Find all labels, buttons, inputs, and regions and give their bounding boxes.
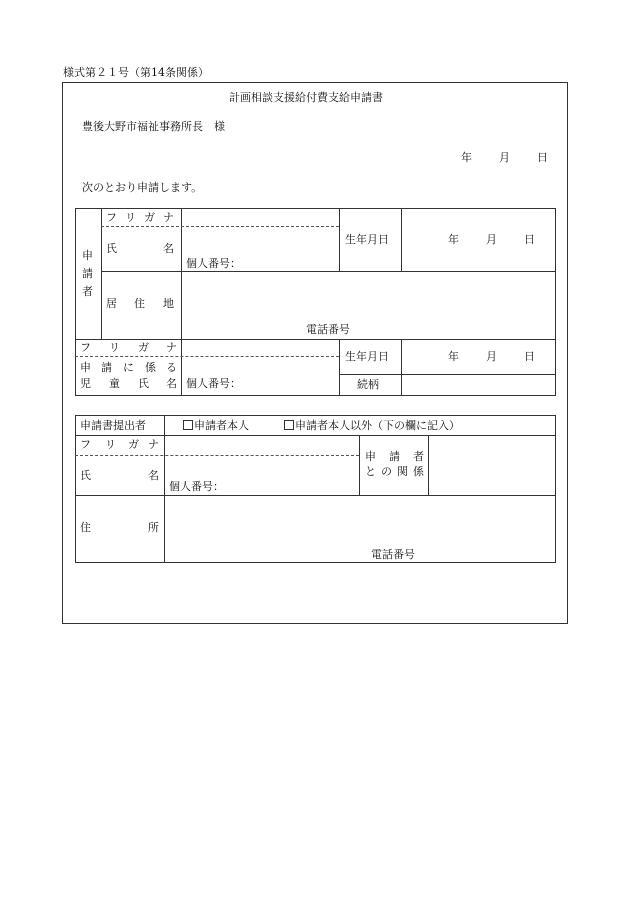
submitter-address-2: 所 [148, 521, 159, 534]
child-label-2-2: 童 [109, 377, 120, 390]
child-birthdate-label: 生年月日 [345, 350, 389, 363]
submitter-label: 申請書提出者 [80, 419, 146, 432]
child-label-1-1: 申 [80, 361, 91, 374]
option-self-label: 申請者本人 [194, 419, 249, 432]
child-birth-year: 年 [448, 350, 459, 363]
applicant-birthdate-label: 生年月日 [345, 233, 389, 246]
applicant-label-1: 申 [82, 249, 93, 262]
child-label-2-4: 名 [166, 377, 177, 390]
child-label-1-3: に [123, 361, 134, 374]
submitter-address-1: 住 [80, 521, 91, 534]
date-month-label: 月 [499, 151, 510, 164]
submitter-furigana-3: ガ [128, 438, 139, 451]
applicant-birth-day: 日 [524, 233, 535, 246]
relation-line1-1: 申 [365, 450, 376, 463]
form-title: 計画相談支援給付費支給申請書 [229, 91, 383, 104]
applicant-birth-month: 月 [486, 233, 497, 246]
child-birth-month: 月 [486, 350, 497, 363]
applicant-address-1: 居 [106, 297, 117, 310]
child-furigana-3: ガ [138, 341, 149, 354]
applicant-furigana-1: フ [106, 211, 117, 224]
child-furigana-4: ナ [166, 341, 177, 354]
child-relation-label: 続柄 [357, 378, 379, 391]
applicant-personal-number: 個人番号： [186, 257, 241, 270]
applicant-label-3: 者 [82, 285, 93, 298]
applicant-label-2: 請 [82, 267, 93, 280]
child-furigana-2: リ [109, 341, 120, 354]
child-birth-day: 日 [524, 350, 535, 363]
submitter-phone-label: 電話番号 [371, 548, 415, 561]
child-personal-number: 個人番号： [186, 377, 241, 390]
relation-line1-2: 請 [389, 450, 400, 463]
relation-line2-2: の [381, 465, 392, 478]
relation-line2-1: と [365, 465, 376, 478]
applicant-address-2: 住 [134, 297, 145, 310]
child-label-1-2: 請 [101, 361, 112, 374]
relation-line2-3: 関 [397, 465, 408, 478]
submitter-option-self[interactable] [183, 420, 249, 431]
date-year-label: 年 [461, 151, 472, 164]
submitter-furigana-2: リ [105, 438, 116, 451]
applicant-birth-year: 年 [448, 233, 459, 246]
applicant-furigana-4: ナ [163, 211, 174, 224]
applicant-furigana-2: リ [125, 211, 136, 224]
child-label-2-1: 児 [80, 377, 91, 390]
checkbox-other[interactable] [284, 420, 294, 430]
relation-line1-3: 者 [413, 450, 424, 463]
submitter-furigana-4: ナ [148, 438, 159, 451]
option-other-label: 申請者本人以外（下の欄に記入） [295, 419, 460, 432]
child-label-2-3: 氏 [138, 377, 149, 390]
child-label-1-4: 係 [145, 361, 156, 374]
child-furigana-1: フ [80, 341, 91, 354]
relation-line2-4: 係 [413, 465, 424, 478]
form-number: 様式第２１号（第14条関係） [63, 66, 209, 79]
date-day-label: 日 [537, 151, 548, 164]
submitter-furigana-1: フ [80, 438, 91, 451]
applicant-name-1: 氏 [106, 242, 117, 255]
checkbox-self[interactable] [183, 420, 193, 430]
submitter-name-1: 氏 [80, 469, 91, 482]
submitter-name-2: 名 [148, 469, 159, 482]
child-label-1-5: る [166, 361, 177, 374]
applicant-furigana-3: ガ [144, 211, 155, 224]
applicant-phone-label: 電話番号 [306, 323, 350, 336]
submitter-personal-number: 個人番号： [169, 480, 224, 493]
submitter-option-other[interactable] [284, 420, 460, 431]
applicant-address-3: 地 [163, 297, 174, 310]
addressee: 豊後大野市福祉事務所長 様 [82, 120, 225, 133]
applicant-name-2: 名 [163, 242, 174, 255]
intro-text: 次のとおり申請します。 [82, 181, 203, 194]
